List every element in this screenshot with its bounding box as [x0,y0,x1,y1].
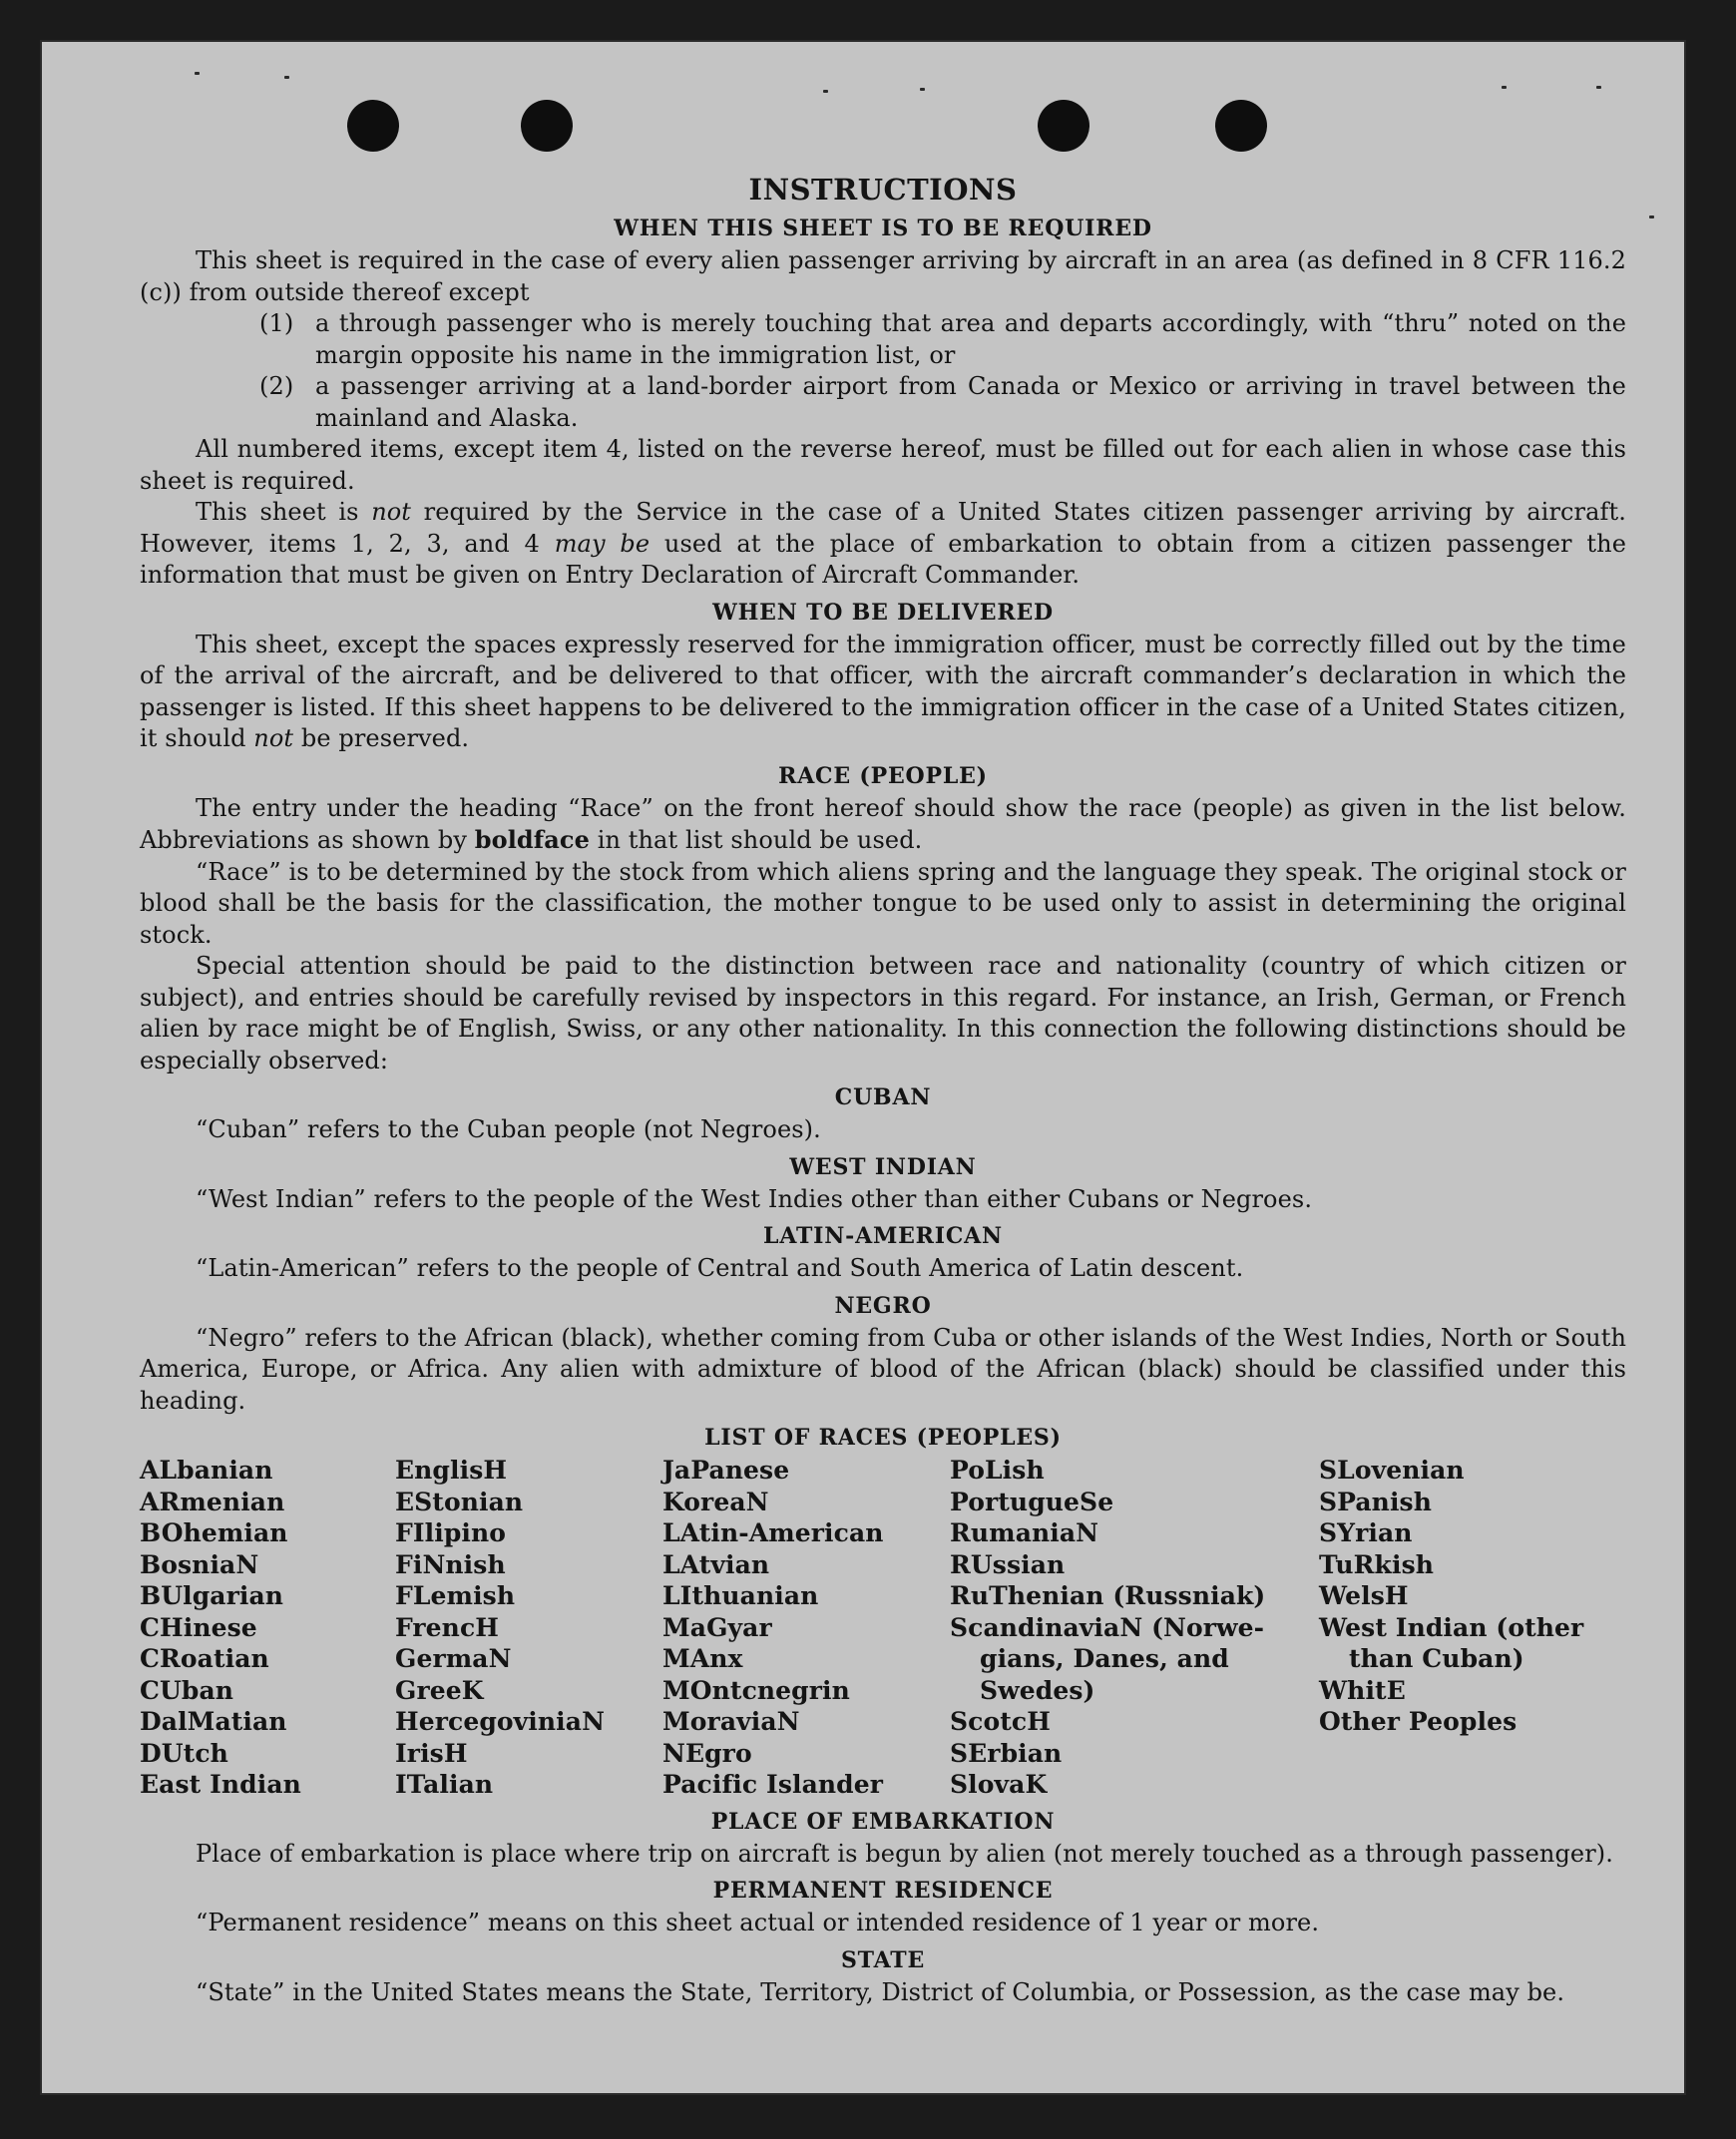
section-heading-delivered: WHEN TO BE DELIVERED [712,599,1054,626]
paper-speck [823,90,828,93]
race-entry: MAnx [662,1644,743,1673]
paper-speck [1649,215,1654,218]
item-number: (2) [259,372,294,400]
race-entry: ScandinaviaN (Norwe- [950,1612,1265,1642]
race-entry: TuRkish [1319,1549,1435,1579]
section-heading-permanent-residence: PERMANENT RESIDENCE [712,1878,1054,1904]
race-entry: SLovenian [1319,1456,1465,1485]
item-number: (1) [259,309,294,337]
race-entry: ALbanian [140,1456,273,1485]
race-entry: CRoatian [140,1644,269,1673]
race-entry: PortugueSe [950,1487,1114,1516]
race-entry: FLemish [395,1581,516,1610]
race-entry: RuThenian (Russniak) [950,1581,1266,1610]
race-entry: SErbian [950,1738,1063,1768]
race-entry: BOhemian [140,1518,288,1547]
race-entry: SYrian [1319,1518,1413,1547]
paragraph: “Race” is to be determined by the stock from which aliens spring and the language they speak. The original stock or blood shall be the basis for the classification, the mother tongue to be used only to assist in determining the original stock. [140,857,1626,949]
instructions-body [140,130,1626,2008]
race-entry: CHinese [140,1612,257,1642]
race-entry: MOntcnegrin [662,1675,850,1705]
race-entry: RumaniaN [950,1518,1099,1547]
race-entry: LIthuanian [662,1581,819,1610]
list-item [259,308,1626,371]
section-heading-state: STATE [840,1946,926,1973]
item-text: a passenger arriving at a land-border airport from Canada or Mexico or arriving in travel between the mainland and Alaska. [315,372,1626,432]
races-column [662,1455,950,1801]
race-entry: East Indian [140,1770,301,1799]
paper-speck [1596,86,1601,89]
race-entry: DalMatian [140,1707,287,1736]
paragraph: “Negro” refers to the African (black), whether coming from Cuba or other islands of the West Indies, North or South America, Europe, or Africa. Any alien with admixture of blood of the African (black) should be classified under this heading. [140,1323,1626,1415]
race-entry: PoLish [950,1456,1045,1485]
race-entry: EnglisH [395,1456,508,1485]
race-entry: EStonian [395,1487,524,1516]
race-entry: BUlgarian [140,1581,284,1610]
race-entry: FrencH [395,1612,500,1642]
race-entry: SPanish [1319,1487,1433,1516]
race-entry: WelsH [1319,1581,1409,1610]
races-list [140,1455,1626,1801]
race-entry: MoraviaN [662,1707,800,1736]
page-title: INSTRUCTIONS [748,173,1018,207]
race-entry: GreeK [395,1675,484,1705]
paper-speck [195,72,200,75]
paragraph: This sheet is required in the case of every alien passenger arriving by aircraft in an area (as defined in 8 CFR 116.2 (c)) from outside thereof except [140,246,1626,306]
paragraph: All numbered items, except item 4, listed on the reverse hereof, must be filled out for each alien in whose case this sheet is required. [140,435,1626,495]
race-entry: Swedes) [980,1675,1095,1705]
item-text: a through passenger who is merely touching that area and departs accordingly, with “thru” noted on the margin opposite his name in the immigration list, or [315,309,1626,369]
definition: “Cuban” refers to the Cuban people (not Negroes). [196,1115,821,1143]
paper-speck [920,88,925,91]
race-entry: CUban [140,1675,234,1705]
race-entry: Other Peoples [1319,1707,1518,1736]
race-entry: SlovaK [950,1770,1048,1799]
race-entry: FiNnish [395,1549,506,1579]
race-entry: LAtvian [662,1549,770,1579]
race-entry: ScotcH [950,1707,1051,1736]
race-entry: KoreaN [662,1487,769,1516]
section-heading-latin-american: LATIN-AMERICAN [763,1223,1003,1249]
paragraph: This sheet is not required by the Service in the case of a United States citizen passenger arriving by aircraft. However, items 1, 2, 3, and 4 may be used at the place of embarkation to obtain from a citizen passenger the information that must be given on Entry Declaration of Aircraft Commander. [140,498,1626,589]
race-entry: DUtch [140,1738,228,1768]
paper-speck [1502,86,1507,89]
races-column [395,1455,662,1801]
paragraph: Place of embarkation is place where trip on aircraft is begun by alien (not merely touched as a through passenger). [196,1839,1613,1868]
section-heading-races-list: LIST OF RACES (PEOPLES) [704,1425,1062,1451]
race-entry: gians, Danes, and [980,1644,1229,1673]
race-entry: WhitE [1319,1675,1406,1705]
race-entry: than Cuban) [1349,1644,1524,1673]
race-entry: HercegoviniaN [395,1707,606,1736]
definition: “West Indian” refers to the people of the West Indies other than either Cubans or Negroes. [196,1184,1313,1213]
paragraph: The entry under the heading “Race” on the front hereof should show the race (people) as given in the list below. Abbreviations as shown by boldface in that list should be used. [140,793,1626,854]
document-sheet [40,40,1686,2095]
section-heading-required: WHEN THIS SHEET IS TO BE REQUIRED [614,215,1152,241]
list-item [259,371,1626,434]
race-entry: MaGyar [662,1612,772,1642]
race-entry: LAtin-American [662,1518,884,1547]
paragraph: This sheet, except the spaces expressly reserved for the immigration officer, must be correctly filled out by the time of the arrival of the aircraft, and be delivered to that officer, with the aircraft commander’s declaration in which the passenger is listed. If this sheet happens to be delivered to the immigration officer in the case of a United States citizen, it should not be preserved. [140,630,1626,752]
race-entry: RUssian [950,1549,1066,1579]
race-entry: ITalian [395,1770,494,1799]
races-column [1319,1455,1618,1801]
race-entry: BosniaN [140,1549,259,1579]
section-heading-negro: NEGRO [834,1292,932,1319]
section-heading-cuban: CUBAN [834,1084,932,1110]
race-entry: West Indian (other [1319,1612,1584,1642]
definition: “Permanent residence” means on this sheet actual or intended residence of 1 year or more. [196,1909,1320,1936]
race-entry: FIlipino [395,1518,507,1547]
definition: “Latin-American” refers to the people of Central and South America of Latin descent. [196,1254,1244,1282]
paragraph: Special attention should be paid to the distinction between race and nationality (country of which citizen or subject), and entries should be carefully revised by inspectors in this regard. For instance, an Irish, German, or French alien by race might be of English, Swiss, or any other nationality. In this connection the following distinctions should be especially observed: [140,952,1626,1074]
races-column [140,1455,395,1801]
paper-speck [284,76,289,79]
paragraph: “State” in the United States means the State, Territory, District of Columbia, or Possession, as the case may be. [196,1977,1565,2006]
section-heading-west-indian: WEST INDIAN [789,1153,977,1180]
section-heading-race: RACE (PEOPLE) [778,762,988,789]
race-entry: GermaN [395,1644,512,1673]
race-entry: NEgro [662,1738,752,1768]
races-column [950,1455,1319,1801]
section-heading-embarkation: PLACE OF EMBARKATION [710,1808,1056,1835]
race-entry: JaPanese [662,1456,790,1485]
race-entry: ARmenian [140,1487,285,1516]
race-entry: IrisH [395,1738,468,1768]
race-entry: Pacific Islander [662,1770,884,1799]
